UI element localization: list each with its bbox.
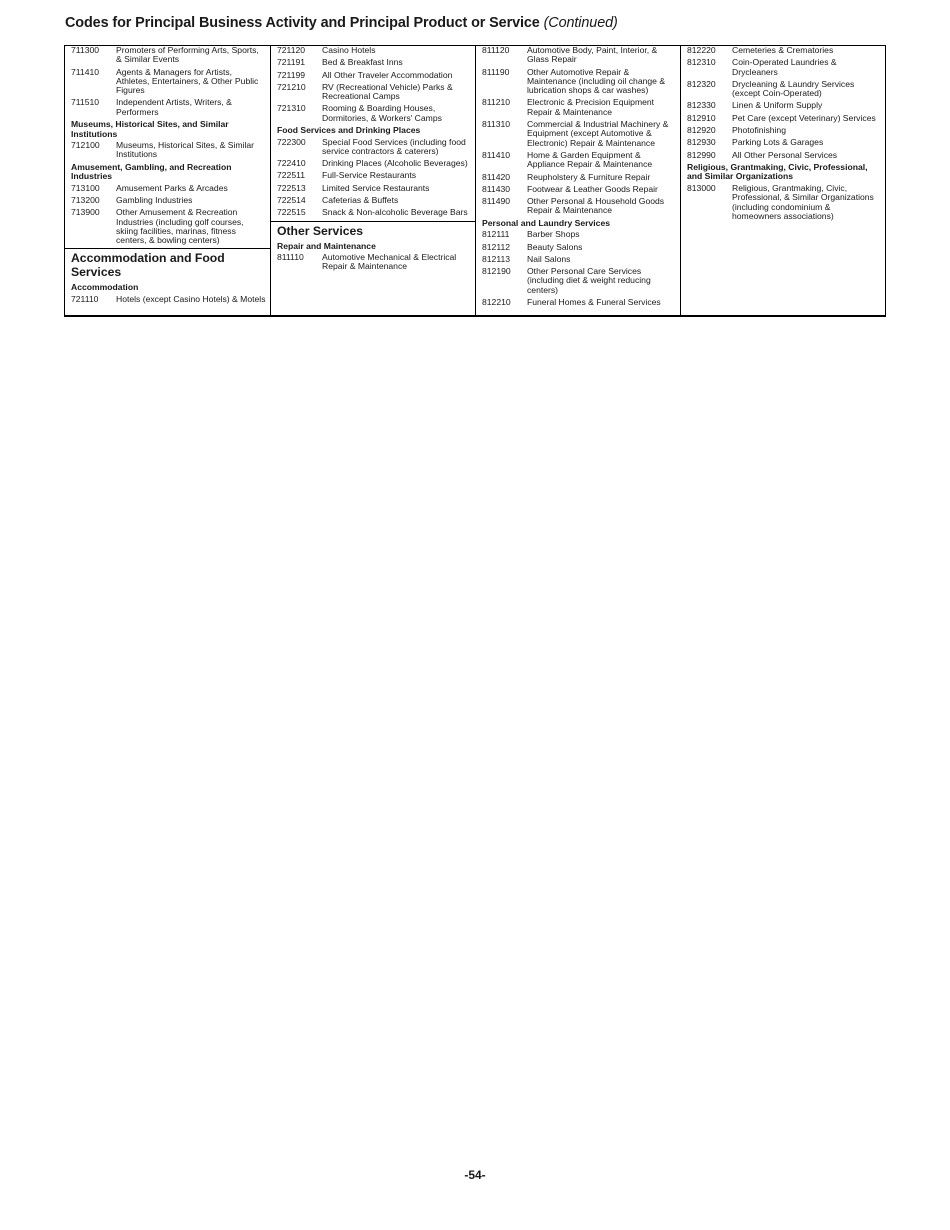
category-heading: Amusement, Gambling, and Recreation Industries [71, 161, 232, 182]
code-description: Reupholstery & Furniture Repair [527, 171, 651, 182]
code-description: Special Food Services (including food service contractors & caterers) [322, 136, 466, 156]
code-description: Religious, Grantmaking, Civic, Professional, & Similar Organizations (including condominium & homeowners associations) [732, 182, 874, 221]
code-number: 711410 [71, 66, 100, 77]
code-entry [687, 101, 881, 110]
code-group [482, 46, 676, 216]
code-entry [71, 208, 266, 245]
code-number: 722410 [277, 158, 306, 169]
code-description: Rooming & Boarding Houses, Dormitories, & Workers' Camps [322, 103, 442, 123]
code-description: Independent Artists, Writers, & Performers [116, 97, 232, 117]
codes-column-3 [475, 46, 680, 315]
code-entry [277, 196, 471, 205]
code-entry [482, 243, 676, 252]
code-number: 711300 [71, 45, 100, 55]
section-heading: Accommodation and Food Services [71, 251, 225, 280]
code-description: Electronic & Precision Equipment Repair & Maintenance [527, 97, 655, 117]
code-entry [482, 46, 676, 65]
code-entry [71, 46, 266, 65]
code-description: Gambling Industries [116, 194, 193, 205]
title-main: Codes for Principal Business Activity and Principal Product or Service [65, 15, 540, 31]
category-heading: Museums, Historical Sites, and Similar Institutions [71, 119, 229, 139]
code-entry [277, 104, 471, 123]
code-description: Bed & Breakfast Inns [322, 57, 403, 68]
code-number: 811420 [482, 171, 511, 182]
code-entry [687, 58, 881, 77]
code-description: Coin-Operated Laundries & Drycleaners [732, 57, 837, 77]
code-number: 811310 [482, 119, 511, 130]
code-entry [482, 98, 676, 117]
category-heading: Personal and Laundry Services [482, 217, 611, 228]
code-description: Drycleaning & Laundry Services (except Coin-Operated) [732, 78, 855, 99]
code-number: 712100 [71, 140, 100, 151]
code-entry [71, 141, 266, 160]
code-number: 722300 [277, 136, 306, 147]
code-number: 722513 [277, 182, 306, 193]
code-number: 812112 [482, 241, 511, 252]
code-number: 721310 [277, 103, 306, 114]
code-entry [482, 173, 676, 182]
code-group [71, 163, 266, 246]
code-group [482, 219, 676, 308]
code-number: 713200 [71, 194, 100, 205]
code-description: Footwear & Leather Goods Repair [527, 183, 658, 194]
code-entry [482, 230, 676, 239]
code-group [277, 242, 471, 272]
title-continued: (Continued) [543, 15, 618, 31]
code-number: 811210 [482, 97, 511, 108]
code-entry [277, 46, 471, 55]
code-entry [687, 46, 881, 55]
code-entry [482, 185, 676, 194]
code-number: 812310 [687, 57, 716, 68]
code-description: Agents & Managers for Artists, Athletes, Entertainers, & Other Public Figures [116, 66, 259, 96]
code-description: Automotive Body, Paint, Interior, & Glass Repair [527, 45, 658, 65]
code-entry [277, 171, 471, 180]
code-number: 811430 [482, 183, 511, 194]
code-number: 812330 [687, 100, 716, 111]
code-number: 812220 [687, 45, 716, 55]
column-2-upper [271, 46, 475, 221]
code-description: Funeral Homes & Funeral Services [527, 297, 661, 308]
code-description: Casino Hotels [322, 45, 376, 55]
code-entry [687, 138, 881, 147]
code-number: 721199 [277, 69, 306, 80]
code-entry [277, 184, 471, 193]
code-entry [482, 151, 676, 170]
code-entry [482, 197, 676, 216]
code-description: RV (Recreational Vehicle) Parks & Recreational Camps [322, 81, 453, 102]
code-description: Automotive Mechanical & Electrical Repair & Maintenance [322, 252, 457, 272]
code-description: Other Personal & Household Goods Repair & Maintenance [527, 196, 665, 216]
section-heading: Other Services [277, 223, 364, 238]
code-number: 722511 [277, 170, 306, 181]
code-number: 813000 [687, 182, 716, 193]
code-description: Hotels (except Casino Hotels) & Motels [116, 293, 266, 304]
code-description: Other Amusement & Recreation Industries (including golf courses, skiing facilities, marinas, fitness centers, & bowling centers) [116, 207, 244, 246]
codes-column-1 [65, 46, 270, 315]
code-entry [687, 114, 881, 123]
code-number: 722515 [277, 207, 306, 218]
code-entry [482, 298, 676, 307]
code-group [687, 46, 881, 160]
code-entry [71, 68, 266, 96]
code-description: Pet Care (except Veterinary) Services [732, 112, 876, 123]
code-number: 812111 [482, 229, 510, 240]
code-number: 812320 [687, 78, 716, 89]
code-entry [277, 208, 471, 217]
code-entry [687, 184, 881, 221]
code-description: Barber Shops [527, 229, 580, 240]
code-number: 721191 [277, 57, 306, 68]
code-number: 812910 [687, 112, 716, 123]
code-number: 721210 [277, 81, 306, 92]
code-group [277, 46, 471, 123]
code-number: 811120 [482, 45, 510, 55]
code-description: Linen & Uniform Supply [732, 100, 823, 111]
code-entry [71, 196, 266, 205]
code-description: Beauty Salons [527, 241, 583, 252]
code-group [71, 120, 266, 160]
code-group [687, 163, 881, 221]
page-number: -54- [464, 1168, 486, 1182]
code-number: 812190 [482, 266, 511, 277]
code-description: Amusement Parks & Arcades [116, 182, 228, 193]
code-number: 811410 [482, 149, 511, 160]
code-number: 812930 [687, 137, 716, 148]
code-number: 812113 [482, 253, 511, 264]
code-description: Museums, Historical Sites, & Similar Institutions [116, 140, 255, 160]
page-title [65, 15, 618, 31]
code-entry [277, 58, 471, 67]
code-entry [71, 295, 266, 304]
code-description: Snack & Non-alcoholic Beverage Bars [322, 207, 468, 218]
code-number: 811190 [482, 66, 510, 77]
code-number: 812920 [687, 125, 716, 136]
code-description: Other Personal Care Services (including diet & weight reducing centers) [527, 266, 651, 295]
column-1-upper [65, 46, 270, 248]
code-entry [687, 80, 881, 99]
code-entry [687, 151, 881, 160]
code-description: Limited Service Restaurants [322, 182, 430, 193]
category-heading: Repair and Maintenance [277, 240, 376, 251]
codes-column-4 [680, 46, 885, 315]
code-description: Nail Salons [527, 253, 571, 264]
code-description: Promoters of Performing Arts, Sports, & Similar Events [116, 45, 259, 65]
code-entry [277, 83, 471, 102]
code-description: Home & Garden Equipment & Appliance Repair & Maintenance [527, 149, 653, 170]
category-heading: Accommodation [71, 282, 139, 293]
code-entry [687, 126, 881, 135]
column-4-body [681, 46, 885, 224]
code-entry [71, 184, 266, 193]
code-number: 722514 [277, 195, 306, 206]
code-description: Drinking Places (Alcoholic Beverages) [322, 158, 468, 169]
code-number: 713900 [71, 207, 100, 218]
category-heading: Food Services and Drinking Places [277, 125, 421, 136]
code-entry [482, 267, 676, 295]
code-entry [277, 71, 471, 80]
code-group [71, 283, 266, 304]
code-description: Full-Service Restaurants [322, 170, 417, 181]
code-description: Commercial & Industrial Machinery & Equipment (except Automotive & Electronic) Repair & Maintenance [527, 119, 669, 148]
code-number: 721120 [277, 45, 306, 55]
code-entry [277, 253, 471, 272]
code-number: 812210 [482, 297, 511, 308]
category-heading: Religious, Grantmaking, Civic, Professional, and Similar Organizations [687, 161, 868, 182]
code-entry [482, 68, 676, 96]
code-description: All Other Traveler Accommodation [322, 69, 453, 80]
activity-codes-table [64, 45, 886, 317]
code-number: 811110 [277, 252, 304, 263]
code-description: Other Automotive Repair & Maintenance (including oil change & lubrication shops & car washes) [527, 66, 666, 96]
code-group [71, 46, 266, 117]
code-number: 812990 [687, 149, 716, 160]
code-group [277, 126, 471, 218]
code-entry [482, 255, 676, 264]
code-entry [482, 120, 676, 148]
column-2-lower [271, 221, 475, 315]
code-number: 811490 [482, 196, 511, 207]
code-entry [71, 98, 266, 117]
code-description: Photofinishing [732, 125, 786, 136]
code-number: 713100 [71, 182, 100, 193]
code-description: Cemeteries & Crematories [732, 45, 834, 55]
code-description: All Other Personal Services [732, 149, 838, 160]
code-number: 721110 [71, 293, 99, 304]
code-entry [277, 159, 471, 168]
code-description: Cafeterias & Buffets [322, 195, 399, 206]
column-1-lower [65, 248, 270, 315]
code-entry [277, 138, 471, 157]
code-description: Parking Lots & Garages [732, 137, 824, 148]
column-3-body [476, 46, 680, 310]
codes-column-2 [270, 46, 475, 315]
code-number: 711510 [71, 97, 100, 108]
